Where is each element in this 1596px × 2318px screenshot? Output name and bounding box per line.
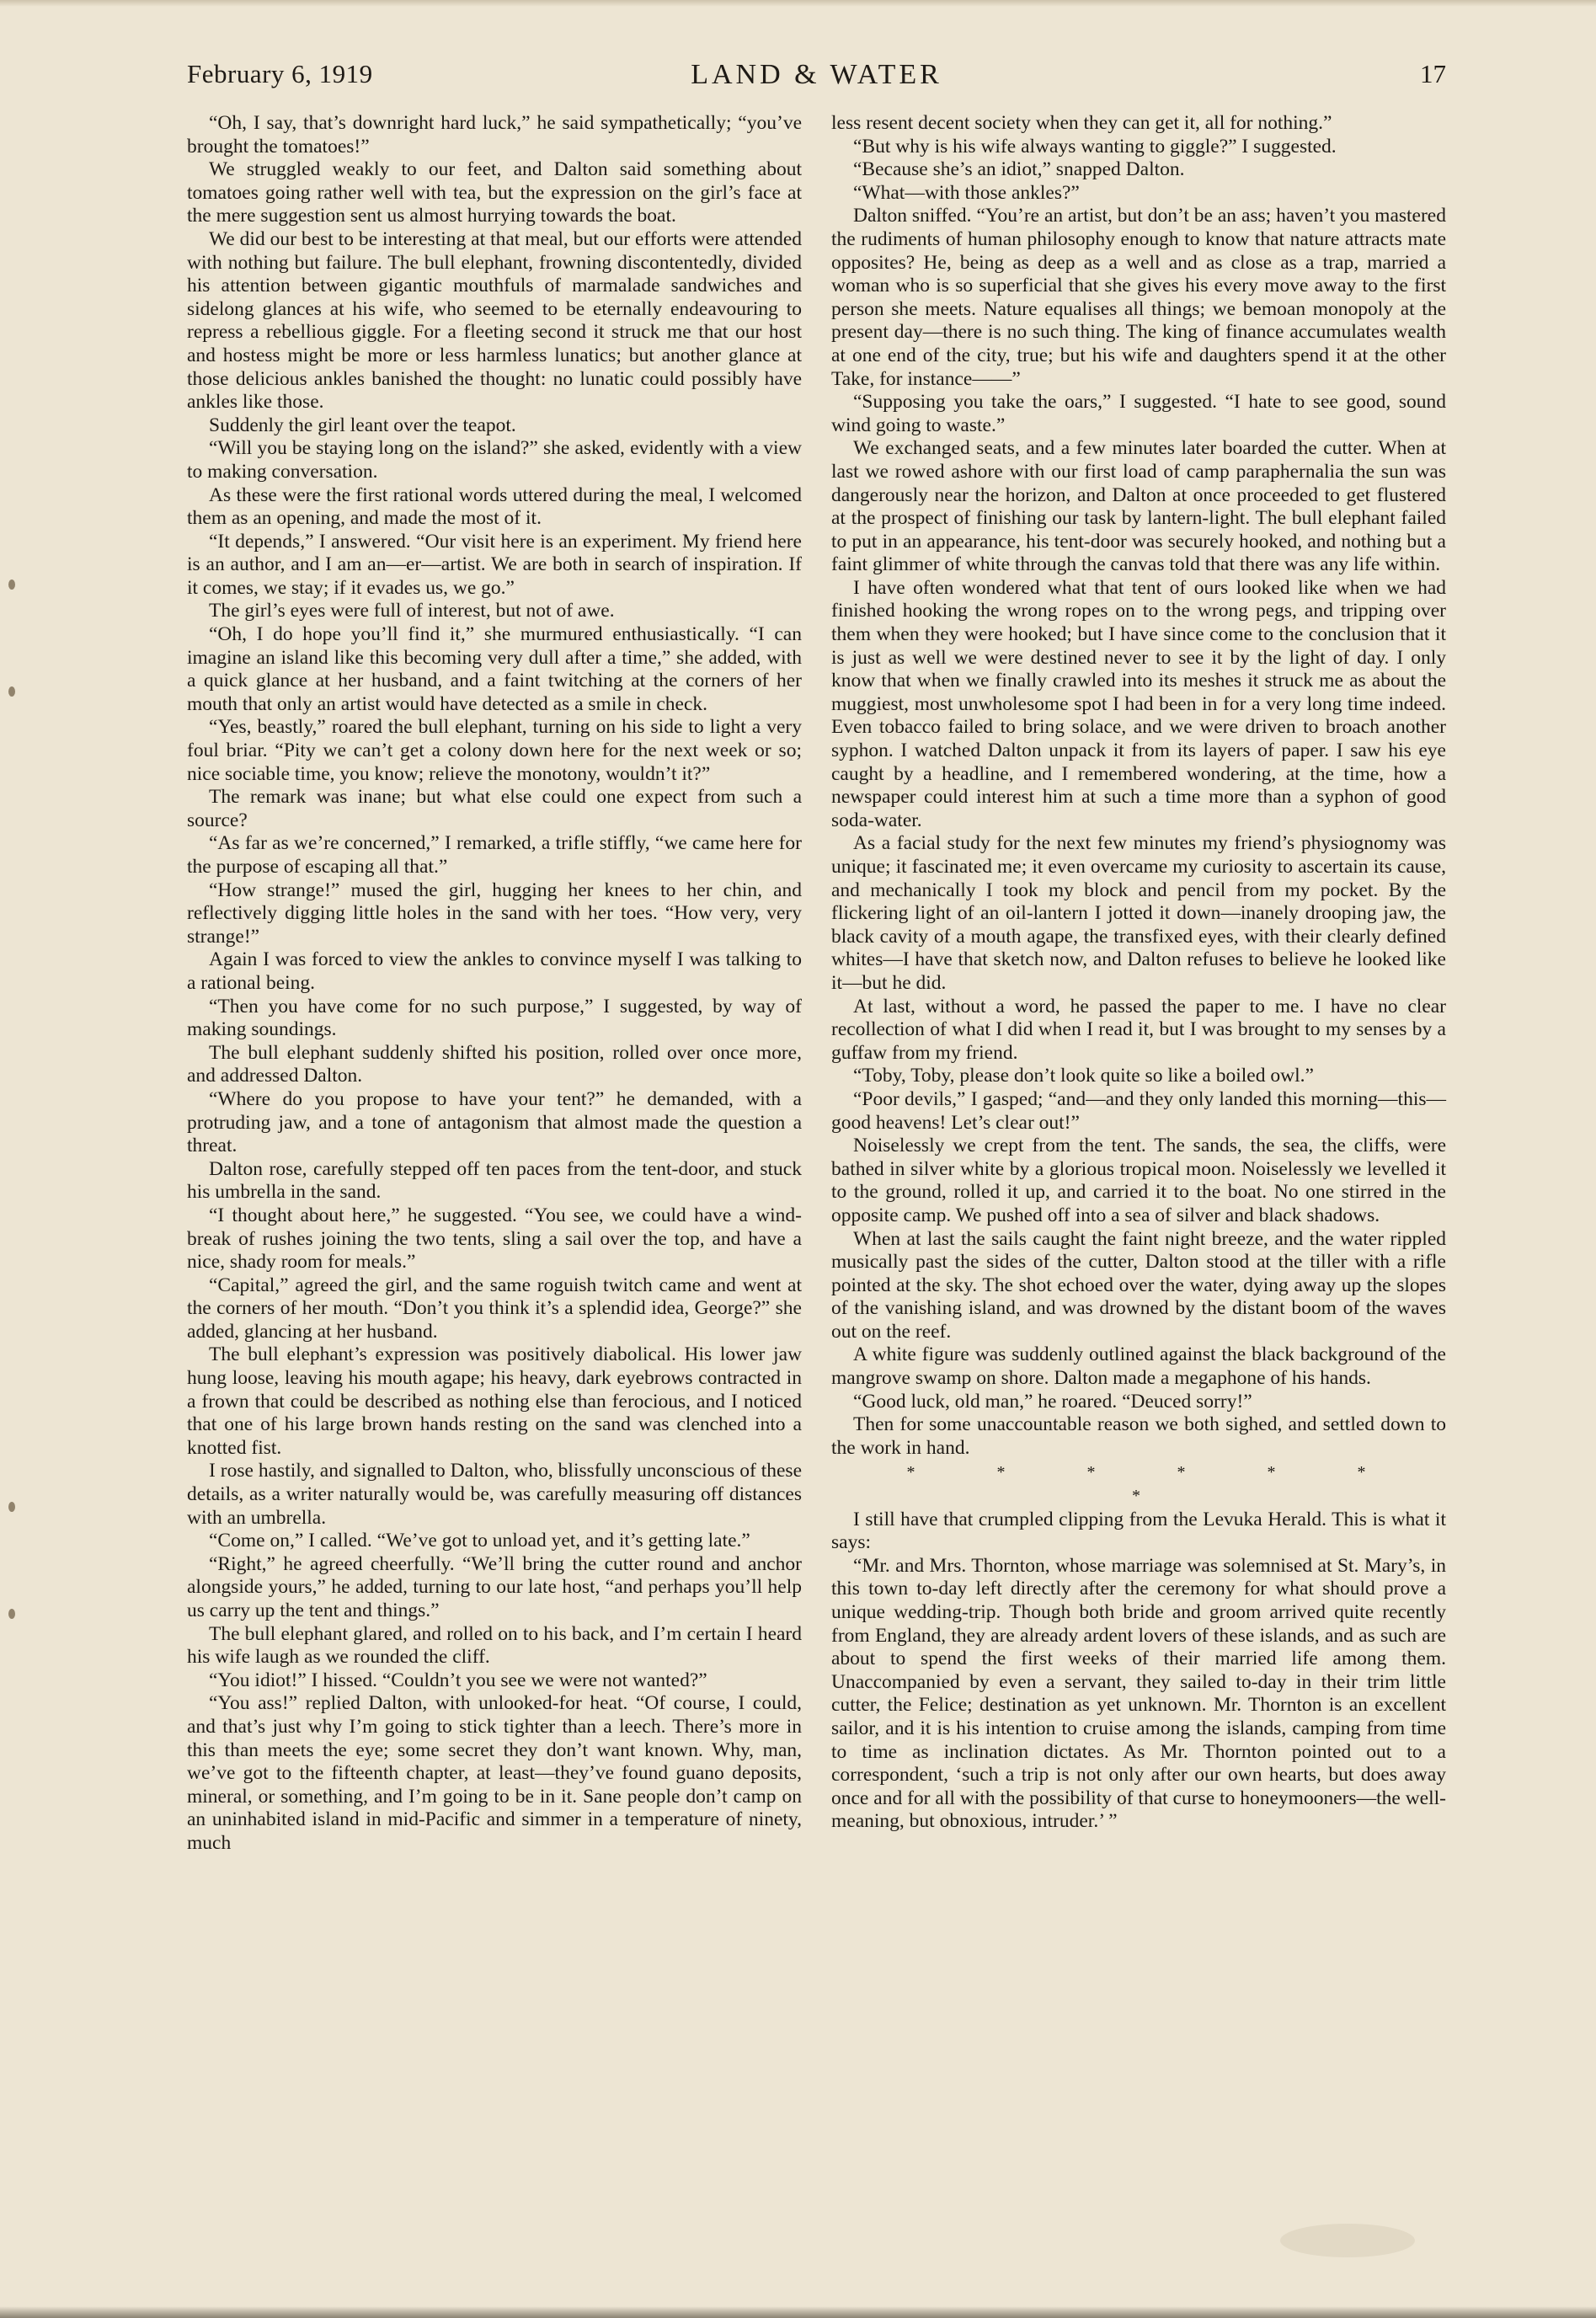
- paragraph: “Oh, I say, that’s downright hard luck,” he said sympathetically; “you’ve brought the tomatoes!”: [187, 112, 802, 158]
- paragraph: “Mr. and Mrs. Thornton, whose marriage was solemnised at St. Mary’s, in this town to-day left directly after the ceremony for what should prove a unique wedding-trip. Though both bride and groom arrived quite recently from England, they are already ardent lovers of these islands, and as such are about to spend the first weeks of their married life among them. Unaccompanied by even a servant, they sailed to-day in their trim little cutter, the Felice; destination as yet unknown. Mr. Thornton is an excellent sailor, and it is his intention to cruise among the islands, camping from time to time as inclination dictates. As Mr. Thornton pointed out to a correspondent, ‘such a trip is not only after our own hearts, but does away once and for all with the possibility of that curse to honeymooners—the well-meaning, but obnoxious, intruder.’ ”: [831, 1554, 1446, 1833]
- margin-mark: [8, 1609, 15, 1619]
- paragraph: When at last the sails caught the faint night breeze, and the water rippled musically past the sides of the cutter, Dalton stood at the tiller with a rifle pointed at the sky. The shot echoed over the water, dying away up the slopes of the vanishing island, and was drowned by the distant boom of the waves out on the reef.: [831, 1227, 1446, 1343]
- paragraph: “You ass!” replied Dalton, with unlooked-for heat. “Of course, I could, and that’s just why I’m going to stick tighter than a leech. There’s more in this than meets the eye; some secret they don’t want known. Why, man, we’ve got to the fifteenth chapter, at least—they’ve found guano deposits, mineral, or something, and I’m going to be in it. Sane people don’t camp on an uninhabited island in mid-Pacific and simmer in a temperature of ninety, much: [187, 1692, 802, 1854]
- paragraph: Dalton rose, carefully stepped off ten paces from the tent-door, and stuck his umbrella in the sand.: [187, 1157, 802, 1204]
- paragraph: “Poor devils,” I gasped; “and—and they only landed this morning—this—good heavens! Let’s clear out!”: [831, 1087, 1446, 1134]
- page-header: [187, 59, 1446, 98]
- paragraph: “Then you have come for no such purpose,” I suggested, by way of making soundings.: [187, 995, 802, 1041]
- paragraph: I have often wondered what that tent of ours looked like when we had finished hooking the wrong ropes on to the wrong pegs, and tripping over them when they were hooked; but I have since come to the conclusion that it is just as well we were destined never to see it by the light of day. I only know that when we finally crawled into its meshes it struck me as about the muggiest, most unwholesome spot I had been in for a very long time indeed. Even tobacco failed to bring solace, and we were driven to broach another syphon. I watched Dalton unpack it from its layers of paper. I saw his eye caught by a headline, and I remembered wondering, at the time, how a newspaper could interest him at such a time more than a syphon of good soda-water.: [831, 576, 1446, 831]
- paragraph: The bull elephant suddenly shifted his position, rolled over once more, and addressed Dalton.: [187, 1041, 802, 1087]
- section-separator: * * * * * * *: [906, 1463, 1405, 1506]
- paragraph: “Yes, beastly,” roared the bull elephant, turning on his side to light a very foul briar. “Pity we can’t get a colony down here for the next week or so; nice sociable time, you know; relieve the monotony, wouldn’t it?”: [187, 716, 802, 785]
- paragraph: At last, without a word, he passed the paper to me. I have no clear recollection of what I did when I read it, but I was brought to my senses by a guffaw from my friend.: [831, 995, 1446, 1064]
- paragraph: Noiselessly we crept from the tent. The sands, the sea, the cliffs, were bathed in silver white by a glorious tropical moon. Noiselessly we levelled it to the ground, rolled it up, and carried it to the boat. No one stirred in the opposite camp. We pushed off into a sea of silver and black shadows.: [831, 1135, 1446, 1226]
- paragraph: Again I was forced to view the ankles to convince myself I was talking to a rational being.: [187, 948, 802, 994]
- paragraph: The bull elephant’s expression was positively diabolical. His lower jaw hung loose, leaving his mouth agape; his heavy, dark eyebrows contracted in a frown that could be described as nothing else than ferocious, and I noticed that one of his large brown hands resting on the sand was clenched into a knotted fist.: [187, 1343, 802, 1459]
- paragraph: Suddenly the girl leant over the teapot.: [209, 414, 516, 436]
- paragraph: Dalton sniffed. “You’re an artist, but don’t be an ass; haven’t you mastered the rudiments of human philosophy enough to know that nature attracts mate opposites? He, being as deep as a well and as close as a trap, married a woman who is so superficial that she gives his every move away to the first person she meets. Nature equalises all things; we bemoan monopoly at the present day—there is no such thing. The king of finance accumulates wealth at one end of the city, true; but his wife and daughters spend it at the other Take, for instance——”: [831, 205, 1446, 390]
- paragraph: As a facial study for the next few minutes my friend’s physiognomy was unique; it fascinated me; it even overcame my curiosity to ascertain its cause, and mechanically I took my block and pencil from my pocket. By the flickering light of an oil-lantern I jotted it down—inanely drooping jaw, the black cavity of a mouth agape, the transfixed eyes, with their clearly defined whites—I have that sketch now, and Dalton refuses to believe he looked like it—but he did.: [831, 832, 1446, 994]
- paragraph: The girl’s eyes were full of interest, but not of awe.: [209, 600, 615, 622]
- paragraph: I rose hastily, and signalled to Dalton, who, blissfully unconscious of these details, as a writer naturally would be, was carefully measuring off distances with an umbrella.: [187, 1460, 802, 1529]
- paragraph: “Because she’s an idiot,” snapped Dalton.: [853, 158, 1185, 181]
- margin-mark: [8, 580, 15, 590]
- paragraph: We did our best to be interesting at that meal, but our efforts were attended with nothing but failure. The bull elephant, frowning discontentedly, divided his attention between gigantic mouthfuls of marmalade sandwiches and sidelong glances at his wife, who seemed to be eternally endeavouring to repress a rebellious giggle. For a fleeting second it struck me that our host and hostess might be more or less harmless lunatics; but another glance at those delicious ankles banished the thought: no lunatic could possibly have ankles like those.: [187, 227, 802, 414]
- publication-title: LAND & WATER: [691, 59, 942, 90]
- header-date: February 6, 1919: [187, 59, 373, 88]
- paragraph: We exchanged seats, and a few minutes later boarded the cutter. When at last we rowed ashore with our first load of camp paraphernalia the sun was dangerously near the horizon, and Dalton at once proceeded to get flustered at the prospect of finishing our task by lantern-light. The bull elephant failed to put in an appearance, his tent-door was securely hooked, and nothing but a faint glimmer of white through the canvas told that there was any life within.: [831, 437, 1446, 576]
- paragraph: As these were the first rational words uttered during the meal, I welcomed them as an opening, and made the most of it.: [187, 483, 802, 530]
- paragraph: “Supposing you take the oars,” I suggested. “I hate to see good, sound wind going to waste.”: [831, 391, 1446, 436]
- left-column: [187, 112, 802, 1856]
- paragraph: “What—with those ankles?”: [853, 181, 1080, 204]
- paragraph: The bull elephant glared, and rolled on to his back, and I’m certain I heard his wife laugh as we rounded the cliff.: [187, 1622, 802, 1669]
- paragraph: “Toby, Toby, please don’t look quite so like a boiled owl.”: [853, 1065, 1314, 1087]
- margin-mark: [8, 1502, 15, 1512]
- paragraph: Then for some unaccountable reason we both sighed, and settled down to the work in hand.: [831, 1413, 1446, 1459]
- paragraph: “But why is his wife always wanting to giggle?” I suggested.: [853, 135, 1337, 158]
- paragraph-continuation: less resent decent society when they can get it, all for nothing.”: [831, 112, 1332, 134]
- paragraph: “You idiot!” I hissed. “Couldn’t you see we were not wanted?”: [209, 1669, 707, 1691]
- paragraph: “Oh, I do hope you’ll find it,” she murmured enthusiastically. “I can imagine an island like this becoming very dull after a time,” she added, with a quick glance at her husband, and a faint twitching at the corners of her mouth that only an artist would have detected as a smile in check.: [187, 623, 802, 715]
- paper-stain: [1280, 2224, 1415, 2257]
- paragraph: “Right,” he agreed cheerfully. “We’ll bring the cutter round and anchor alongside yours,” he added, turning to our late host, “and perhaps you’ll help us carry up the tent and things.”: [187, 1552, 802, 1621]
- page-number: 17: [1420, 59, 1446, 88]
- paragraph: I still have that crumpled clipping from the Levuka Herald. This is what it says:: [831, 1508, 1446, 1554]
- paragraph: “It depends,” I answered. “Our visit here is an experiment. My friend here is an author, and I am an—er—artist. We are both in search of inspiration. If it comes, we stay; if it evades us, we go.”: [187, 530, 802, 599]
- paragraph: “Good luck, old man,” he roared. “Deuced sorry!”: [853, 1390, 1252, 1413]
- page-top-edge: [0, 0, 1596, 7]
- paragraph: “As far as we’re concerned,” I remarked, a trifle stiffly, “we came here for the purpose of escaping all that.”: [187, 832, 802, 878]
- paragraph: “Capital,” agreed the girl, and the same roguish twitch came and went at the corners of her mouth. “Don’t you think it’s a splendid idea, George?” she added, glancing at her husband.: [187, 1274, 802, 1343]
- paragraph: “Where do you propose to have your tent?” he demanded, with a protruding jaw, and a tone of antagonism that almost made the question a threat.: [187, 1087, 802, 1157]
- right-column: [831, 112, 1446, 1834]
- page-bottom-edge: [0, 2306, 1596, 2318]
- paragraph: “I thought about here,” he suggested. “You see, we could have a wind-break of rushes joining the two tents, sling a sail over the top, and have a nice, shady room for meals.”: [187, 1204, 802, 1274]
- margin-mark: [8, 686, 15, 697]
- paragraph: A white figure was suddenly outlined against the black background of the mangrove swamp on shore. Dalton made a megaphone of his hands.: [831, 1343, 1446, 1390]
- paragraph: The remark was inane; but what else could one expect from such a source?: [187, 786, 802, 831]
- paragraph: “Come on,” I called. “We’ve got to unload yet, and it’s getting late.”: [209, 1530, 750, 1552]
- paragraph: “How strange!” mused the girl, hugging her knees to her chin, and reflectively digging little holes in the sand with her toes. “How very, very strange!”: [187, 879, 802, 948]
- paragraph: “Will you be staying long on the island?” she asked, evidently with a view to making conversation.: [187, 437, 802, 483]
- paragraph: We struggled weakly to our feet, and Dalton said something about tomatoes going rather well with tea, but the expression on the girl’s face at the mere suggestion sent us almost hurrying towards the boat.: [187, 158, 802, 227]
